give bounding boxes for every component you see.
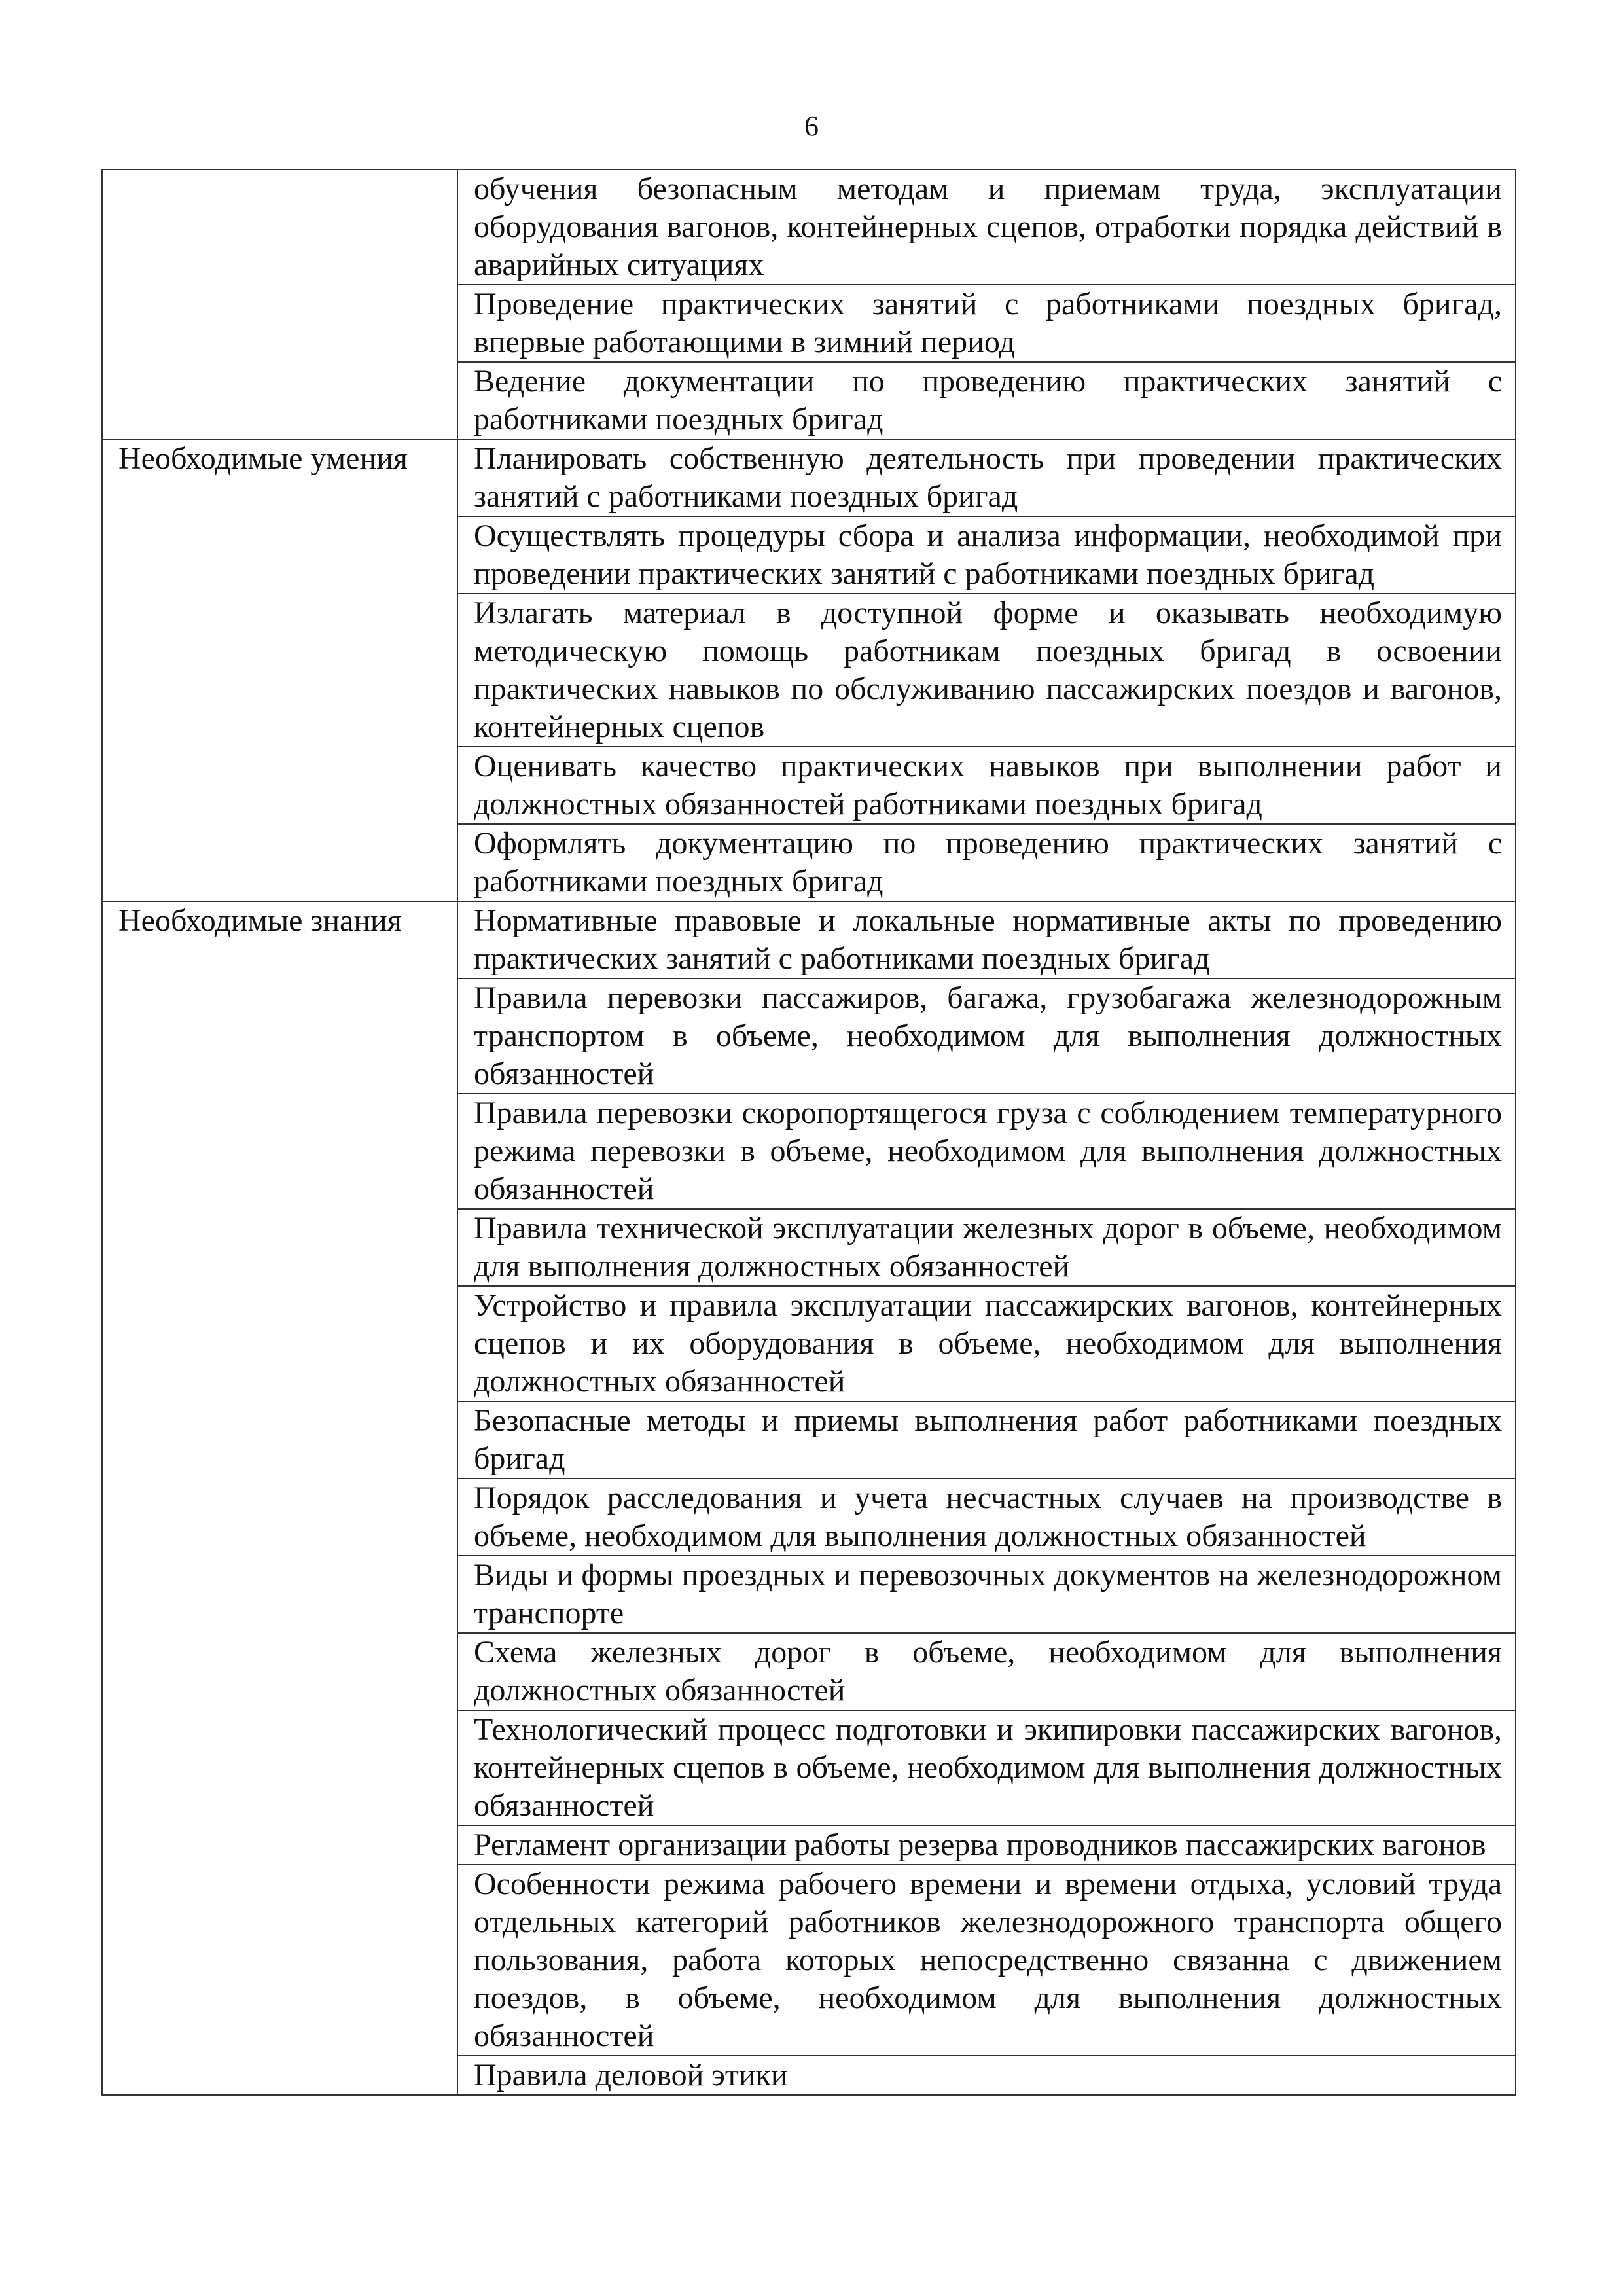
table-row bbox=[102, 901, 1516, 978]
table-cell: Правила перевозки пассажиров, багажа, грузобагажа железнодорожным транспортом в объеме, необходимом для выполнения должностных обязанностей bbox=[457, 978, 1516, 1094]
table-cell: обучения безопасным методам и приемам труда, эксплуатации оборудования вагонов, контейнерных сцепов, отработки порядка действий в аварийных ситуациях bbox=[457, 170, 1516, 285]
table-cell: Нормативные правовые и локальные нормативные акты по проведению практических занятий с работниками поездных бригад bbox=[457, 901, 1516, 978]
table-cell: Порядок расследования и учета несчастных случаев на производстве в объеме, необходимом для выполнения должностных обязанностей bbox=[457, 1479, 1516, 1556]
section-label bbox=[102, 170, 457, 439]
table-row bbox=[102, 439, 1516, 516]
table-cell: Правила деловой этики bbox=[457, 2056, 1516, 2095]
table-cell: Осуществлять процедуры сбора и анализа информации, необходимой при проведении практических занятий с работниками поездных бригад bbox=[457, 516, 1516, 594]
table-cell: Оформлять документацию по проведению практических занятий с работниками поездных бригад bbox=[457, 824, 1516, 901]
section-label-knowledge: Необходимые знания bbox=[102, 901, 457, 2095]
table-cell: Ведение документации по проведению практических занятий с работниками поездных бригад bbox=[457, 362, 1516, 439]
section-label-skills: Необходимые умения bbox=[102, 439, 457, 901]
table-cell: Технологический процесс подготовки и экипировки пассажирских вагонов, контейнерных сцепов в объеме, необходимом для выполнения должностных обязанностей bbox=[457, 1710, 1516, 1825]
table-cell: Правила технической эксплуатации железных дорог в объеме, необходимом для выполнения должностных обязанностей bbox=[457, 1209, 1516, 1286]
requirements-table bbox=[101, 169, 1516, 2096]
table-cell: Излагать материал в доступной форме и оказывать необходимую методическую помощь работникам поездных бригад в освоении практических навыков по обслуживанию пассажирских поездов и вагонов, контейнерных сцепов bbox=[457, 594, 1516, 747]
table-cell: Проведение практических занятий с работниками поездных бригад, впервые работающими в зимний период bbox=[457, 285, 1516, 362]
table-cell: Планировать собственную деятельность при проведении практических занятий с работниками поездных бригад bbox=[457, 439, 1516, 516]
table-row bbox=[102, 170, 1516, 285]
table-cell: Особенности режима рабочего времени и времени отдыха, условий труда отдельных категорий работников железнодорожного транспорта общего пользования, работа которых непосредственно связанна с движением поездов, в объеме, необходимом для выполнения должностных обязанностей bbox=[457, 1865, 1516, 2056]
table-cell: Регламент организации работы резерва проводников пассажирских вагонов bbox=[457, 1825, 1516, 1865]
table-cell: Устройство и правила эксплуатации пассажирских вагонов, контейнерных сцепов и их оборудования в объеме, необходимом для выполнения должностных обязанностей bbox=[457, 1286, 1516, 1401]
table-cell: Схема железных дорог в объеме, необходимом для выполнения должностных обязанностей bbox=[457, 1633, 1516, 1710]
table-cell: Правила перевозки скоропортящегося груза с соблюдением температурного режима перевозки в объеме, необходимом для выполнения должностных обязанностей bbox=[457, 1094, 1516, 1209]
table-cell: Оценивать качество практических навыков при выполнении работ и должностных обязанностей работниками поездных бригад bbox=[457, 747, 1516, 824]
table-cell: Безопасные методы и приемы выполнения работ работниками поездных бригад bbox=[457, 1401, 1516, 1479]
page-number: 6 bbox=[804, 110, 819, 142]
table-cell: Виды и формы проездных и перевозочных документов на железнодорожном транспорте bbox=[457, 1556, 1516, 1633]
